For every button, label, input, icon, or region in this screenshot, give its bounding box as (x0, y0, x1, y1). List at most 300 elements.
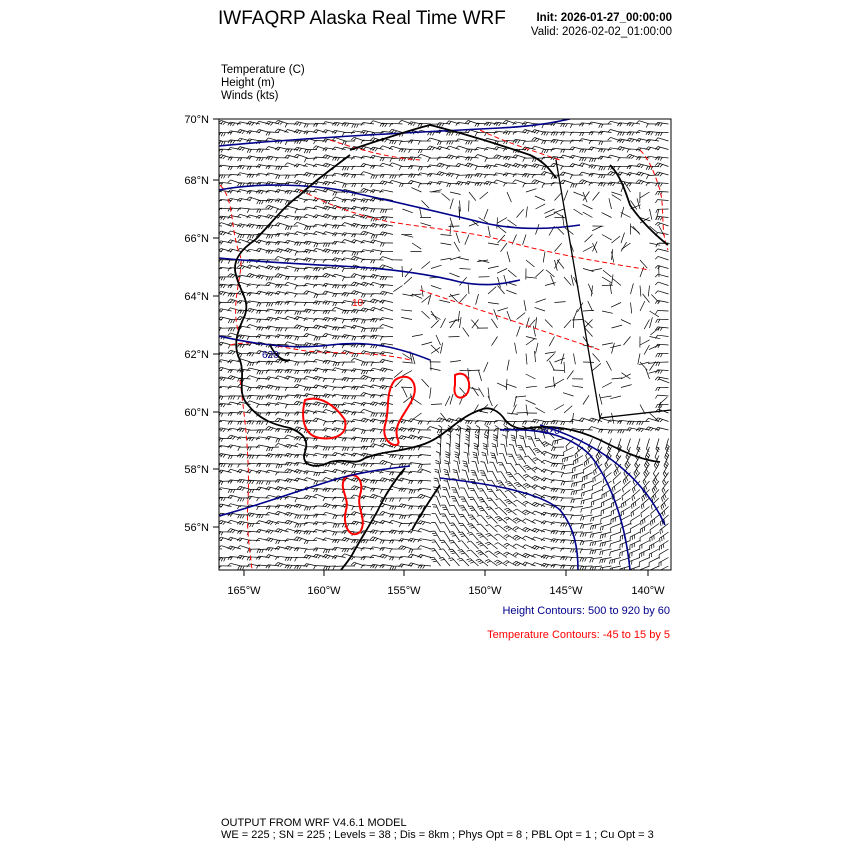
wind-barb (551, 455, 564, 459)
wind-barb (603, 270, 612, 277)
wind-barb (304, 549, 317, 553)
wind-barb (409, 456, 422, 460)
wind-barb (370, 480, 383, 484)
wind-barb (459, 506, 469, 515)
wind-barb (276, 472, 289, 475)
wind-barb (602, 343, 613, 345)
temperature-contours (220, 130, 668, 570)
wind-barb (504, 183, 517, 187)
wind-barb (475, 123, 488, 127)
wind-barb (285, 387, 298, 391)
wind-barb (430, 549, 440, 558)
wind-barb (535, 408, 545, 413)
wind-barb (460, 269, 471, 270)
wind-barb (455, 443, 459, 456)
wind-barb (266, 481, 279, 485)
wind-barb (555, 192, 562, 200)
wind-barb (304, 191, 317, 195)
wind-barb (486, 525, 498, 533)
wind-barb (404, 277, 412, 284)
wind-barb (219, 302, 232, 306)
chart-title: IWFAQRP Alaska Real Time WRF (218, 8, 506, 29)
wind-barb (536, 224, 540, 234)
wind-barb (342, 285, 355, 289)
wind-barb (564, 447, 574, 456)
wind-barb (371, 184, 384, 188)
wind-barb (485, 421, 498, 425)
wind-barb (418, 455, 431, 458)
wind-barb (380, 232, 393, 236)
map-plot-area (209, 119, 671, 578)
wind-barb (508, 454, 517, 464)
wind-barb (656, 370, 669, 374)
wind-barb (583, 246, 593, 251)
wind-barb (435, 460, 440, 472)
wind-barb (209, 405, 222, 409)
wind-barb (561, 422, 574, 426)
wind-barb (361, 276, 374, 280)
wind-barb (517, 413, 528, 414)
lat-label: 68°N (184, 175, 209, 187)
wind-barb (333, 515, 346, 519)
wind-barb (600, 524, 611, 531)
wind-barb (640, 532, 650, 542)
wind-barb (650, 541, 660, 551)
wind-barb (618, 158, 631, 162)
wind-barb (505, 490, 517, 498)
wind-barb (228, 175, 241, 178)
wind-barb (427, 138, 440, 141)
lon-label: 145°W (549, 585, 583, 597)
wind-barb (304, 370, 317, 374)
wind-barb (640, 541, 650, 550)
wind-barb (491, 319, 497, 328)
wind-barb (285, 124, 298, 128)
footer-model-line: OUTPUT FROM WRF V4.6.1 MODEL (221, 817, 407, 829)
wind-barb (459, 523, 470, 532)
wind-barb (484, 209, 488, 219)
wind-barb (488, 287, 496, 294)
wind-barb (304, 495, 317, 499)
wind-barb (342, 216, 355, 219)
wind-barb (380, 265, 393, 269)
wind-barb (555, 243, 562, 251)
wind-barb (526, 386, 537, 387)
wind-barb (581, 490, 592, 497)
wind-barb (361, 540, 374, 544)
wind-barb (422, 311, 430, 319)
wind-barb (526, 374, 536, 379)
wind-barb (209, 489, 222, 493)
wind-barb (601, 507, 612, 515)
wind-barb (285, 149, 298, 153)
wind-barb (630, 532, 640, 541)
wind-barb (602, 213, 612, 218)
wind-barb (266, 447, 279, 451)
wind-barb (380, 531, 393, 534)
wind-barb (646, 175, 659, 179)
wind-barb (450, 224, 451, 235)
wind-barb (399, 504, 412, 508)
wind-barb (257, 404, 270, 408)
wind-barb (238, 354, 251, 358)
map-axes (184, 114, 665, 597)
wind-barb (463, 328, 469, 337)
wind-barb (380, 430, 393, 434)
wind-barb (304, 420, 317, 424)
wind-barb (209, 548, 222, 552)
wind-barb (342, 293, 355, 297)
wind-barb (523, 141, 536, 145)
wind-barb (323, 243, 336, 247)
wind-barb (450, 319, 456, 328)
wind-barb (361, 282, 374, 286)
wind-barb (342, 362, 355, 366)
wind-barb (449, 523, 459, 532)
wind-barb (342, 141, 355, 145)
wind-barb (460, 488, 469, 498)
wind-barb (501, 243, 508, 252)
wind-barb (585, 235, 593, 243)
wind-barb (506, 472, 517, 481)
wind-barb (393, 286, 402, 292)
wind-barb (218, 377, 231, 381)
wind-barb (209, 165, 222, 169)
wind-barb (418, 555, 431, 559)
wind-barb (631, 507, 640, 517)
wind-barb (418, 521, 431, 525)
wind-barb (361, 225, 374, 229)
wind-barb (352, 396, 365, 400)
wind-barb (514, 473, 526, 481)
wind-barb (498, 286, 505, 294)
wind-barb (418, 480, 431, 484)
wind-barb (611, 303, 621, 308)
wind-barb (285, 190, 298, 194)
wind-barb (436, 452, 441, 465)
wind-barb (599, 124, 612, 128)
wind-barb (621, 385, 632, 388)
wind-barb (630, 549, 641, 557)
wind-barb (342, 538, 355, 542)
wind-barb (304, 515, 317, 519)
wind-barb (580, 149, 593, 153)
wind-barb (516, 455, 526, 464)
wind-barb (557, 260, 564, 269)
wind-barb (228, 350, 241, 354)
wind-barb (441, 318, 446, 328)
wind-barb (591, 498, 602, 506)
wind-barb (655, 327, 668, 331)
wind-barb (476, 542, 488, 550)
wind-barb (561, 166, 574, 170)
wind-barb (593, 242, 598, 252)
wind-barb (486, 507, 497, 515)
wind-barb (380, 251, 393, 255)
wind-barb (656, 319, 669, 323)
wind-barb (477, 524, 488, 532)
wind-barb (612, 325, 623, 328)
wind-barb (526, 354, 527, 365)
wind-barb (621, 233, 625, 243)
wind-barb (468, 283, 469, 294)
wind-barb (247, 166, 260, 170)
wind-barb (257, 285, 270, 288)
wind-barb (219, 149, 232, 153)
wind-barb (583, 269, 594, 272)
wind-barb (585, 320, 593, 328)
wind-barb (209, 225, 222, 229)
wind-barb (507, 360, 509, 371)
wind-barb (536, 299, 546, 303)
footer-options-line: WE = 225 ; SN = 225 ; Levels = 38 ; Dis = 8km ; Phys Opt = 8 ; PBL Opt = 1 ; Cu Opt = 3 (221, 829, 654, 841)
wind-barb (257, 149, 270, 153)
wind-barb (602, 498, 612, 507)
wind-barb (564, 190, 568, 200)
wind-barb (465, 235, 469, 245)
wind-barb (606, 361, 611, 371)
wind-barb (599, 175, 612, 179)
wind-barb (418, 469, 431, 473)
wind-barb (304, 226, 317, 230)
wind-barb (418, 167, 431, 171)
wind-barb (612, 195, 621, 201)
wind-barb (488, 226, 490, 237)
wind-barb (515, 464, 526, 472)
wind-barb (304, 302, 317, 306)
wind-barb (640, 524, 649, 534)
wind-barb (219, 438, 232, 442)
wind-barb (209, 320, 222, 324)
wind-barb (276, 158, 289, 162)
wind-barb (582, 481, 593, 489)
wind-barb (219, 558, 232, 562)
wind-barb (447, 141, 460, 145)
wind-barb (545, 352, 556, 354)
wind-barb (631, 515, 640, 525)
wind-barb (295, 353, 308, 357)
wind-barb (542, 184, 555, 188)
wind-barb (361, 371, 374, 375)
wind-barb (304, 199, 317, 202)
wind-barb (228, 455, 241, 459)
wind-barb (257, 209, 270, 213)
wind-barb (523, 235, 526, 245)
wind-barb (583, 395, 589, 404)
wind-barb (640, 549, 650, 558)
wind-barb (570, 140, 583, 143)
wind-barb (524, 456, 535, 464)
wind-barb (219, 277, 232, 281)
wind-barb (536, 204, 546, 209)
wind-barb (256, 445, 269, 448)
wind-barb (442, 193, 450, 200)
wind-barb (655, 222, 668, 226)
wind-barb (655, 122, 668, 126)
wind-barb (655, 256, 668, 260)
wind-barb (492, 337, 498, 346)
wind-barb (466, 149, 479, 153)
wind-barb (513, 180, 526, 184)
wind-barb (218, 403, 231, 407)
wind-barb (238, 515, 251, 519)
wind-barb (454, 242, 459, 252)
wind-barb (445, 396, 450, 406)
wind-barb (593, 243, 598, 253)
wind-barb (418, 430, 431, 434)
wind-barb (488, 243, 499, 245)
wind-barb (313, 514, 326, 518)
wind-barb (351, 419, 364, 422)
wind-barb (403, 209, 413, 213)
wind-barb (411, 188, 421, 192)
wind-barb (446, 443, 450, 456)
wind-barb (457, 558, 469, 566)
wind-barb (526, 339, 535, 346)
wind-barb (352, 252, 365, 256)
wind-barb (612, 343, 615, 354)
wind-barb (304, 387, 317, 391)
wind-barb (466, 434, 470, 447)
wind-barb (332, 505, 345, 509)
wind-barb (219, 497, 232, 501)
wind-barb (551, 183, 564, 186)
wind-barb (304, 150, 317, 154)
wind-barb (636, 172, 649, 176)
wind-barb (361, 531, 374, 535)
wind-barb (351, 325, 364, 329)
wind-barb (618, 430, 631, 434)
wind-barb (370, 165, 383, 169)
wind-barb (553, 370, 564, 371)
wind-barb (275, 284, 288, 288)
wind-barb (655, 291, 668, 294)
wind-barb (228, 293, 241, 297)
wind-barb (437, 123, 450, 127)
wind-barb (640, 340, 650, 345)
wind-barb (450, 192, 461, 195)
wind-barb (323, 369, 336, 373)
wind-barb (314, 472, 327, 476)
wind-barb (627, 165, 640, 169)
wind-barb (621, 207, 624, 218)
field-height-label: Height (m) (221, 77, 275, 89)
wind-barb (437, 157, 450, 160)
wind-barb (465, 157, 478, 161)
wind-barb (618, 167, 631, 171)
wind-barb (602, 311, 613, 313)
wind-barb (656, 387, 669, 391)
wind-barb (351, 412, 364, 416)
wind-barb (256, 310, 269, 314)
wind-barb (564, 320, 571, 328)
wind-barb (332, 539, 345, 543)
wind-barb (412, 243, 421, 249)
wind-barb (655, 216, 668, 220)
wind-barb (655, 172, 668, 176)
wind-barb (238, 158, 251, 162)
wind-barb (266, 361, 279, 365)
wind-barb (218, 342, 231, 346)
wind-barb (629, 558, 640, 566)
wind-barb (431, 320, 439, 328)
wind-barb (237, 310, 250, 314)
wind-barb (549, 337, 554, 347)
wind-barb (650, 337, 661, 339)
wind-barb (333, 379, 346, 383)
wind-barb (256, 556, 269, 560)
wind-barb (572, 386, 583, 388)
wind-barb (498, 235, 506, 243)
wind-barb (610, 345, 621, 348)
wind-barb (479, 371, 482, 382)
wind-barb (656, 354, 669, 358)
wind-barb (257, 201, 270, 205)
wind-barb (440, 540, 450, 549)
wind-barb (536, 343, 539, 354)
wind-barb (571, 481, 583, 487)
wind-barb (627, 183, 640, 187)
wind-barb (295, 379, 308, 383)
wind-barb (593, 192, 600, 201)
wind-barb (570, 175, 583, 179)
wind-barb (228, 140, 241, 144)
wind-barb (441, 505, 450, 515)
wind-barb (454, 452, 459, 464)
wind-barb (256, 378, 269, 382)
wind-barb (380, 337, 393, 341)
wind-barb (646, 166, 659, 170)
wind-barb (333, 303, 346, 307)
wind-barb (314, 337, 327, 341)
wind-barb (517, 313, 526, 320)
wind-barb (276, 439, 289, 443)
wind-barb (592, 490, 602, 498)
wind-barb (583, 473, 593, 482)
wind-barb (640, 286, 641, 297)
wind-barb (422, 342, 433, 345)
wind-barb (495, 507, 507, 515)
wind-barb (468, 506, 478, 515)
wind-barb (352, 234, 365, 238)
wind-barb (333, 387, 346, 391)
wind-barb (294, 412, 307, 416)
wind-barb (542, 124, 555, 128)
wind-barb (422, 379, 429, 387)
wind-barb (285, 405, 298, 409)
wind-barb (285, 248, 298, 252)
wind-barb (526, 400, 536, 405)
wind-barb (488, 396, 492, 406)
wind-barb (209, 460, 222, 464)
wind-barb (449, 532, 460, 541)
wind-barb (588, 301, 593, 311)
wind-barb (209, 421, 222, 425)
wind-barb (247, 531, 260, 534)
wind-barb (488, 303, 499, 305)
wind-barb (590, 524, 602, 530)
wind-barb (371, 235, 384, 239)
wind-barb (446, 166, 459, 170)
wind-barb (621, 320, 631, 325)
wind-barb (633, 226, 640, 234)
wind-barb (441, 243, 452, 245)
wind-barb (332, 225, 345, 229)
wind-barb (371, 328, 384, 332)
wind-barb (523, 421, 536, 425)
wind-barb (574, 354, 576, 365)
wind-barb (352, 337, 365, 341)
